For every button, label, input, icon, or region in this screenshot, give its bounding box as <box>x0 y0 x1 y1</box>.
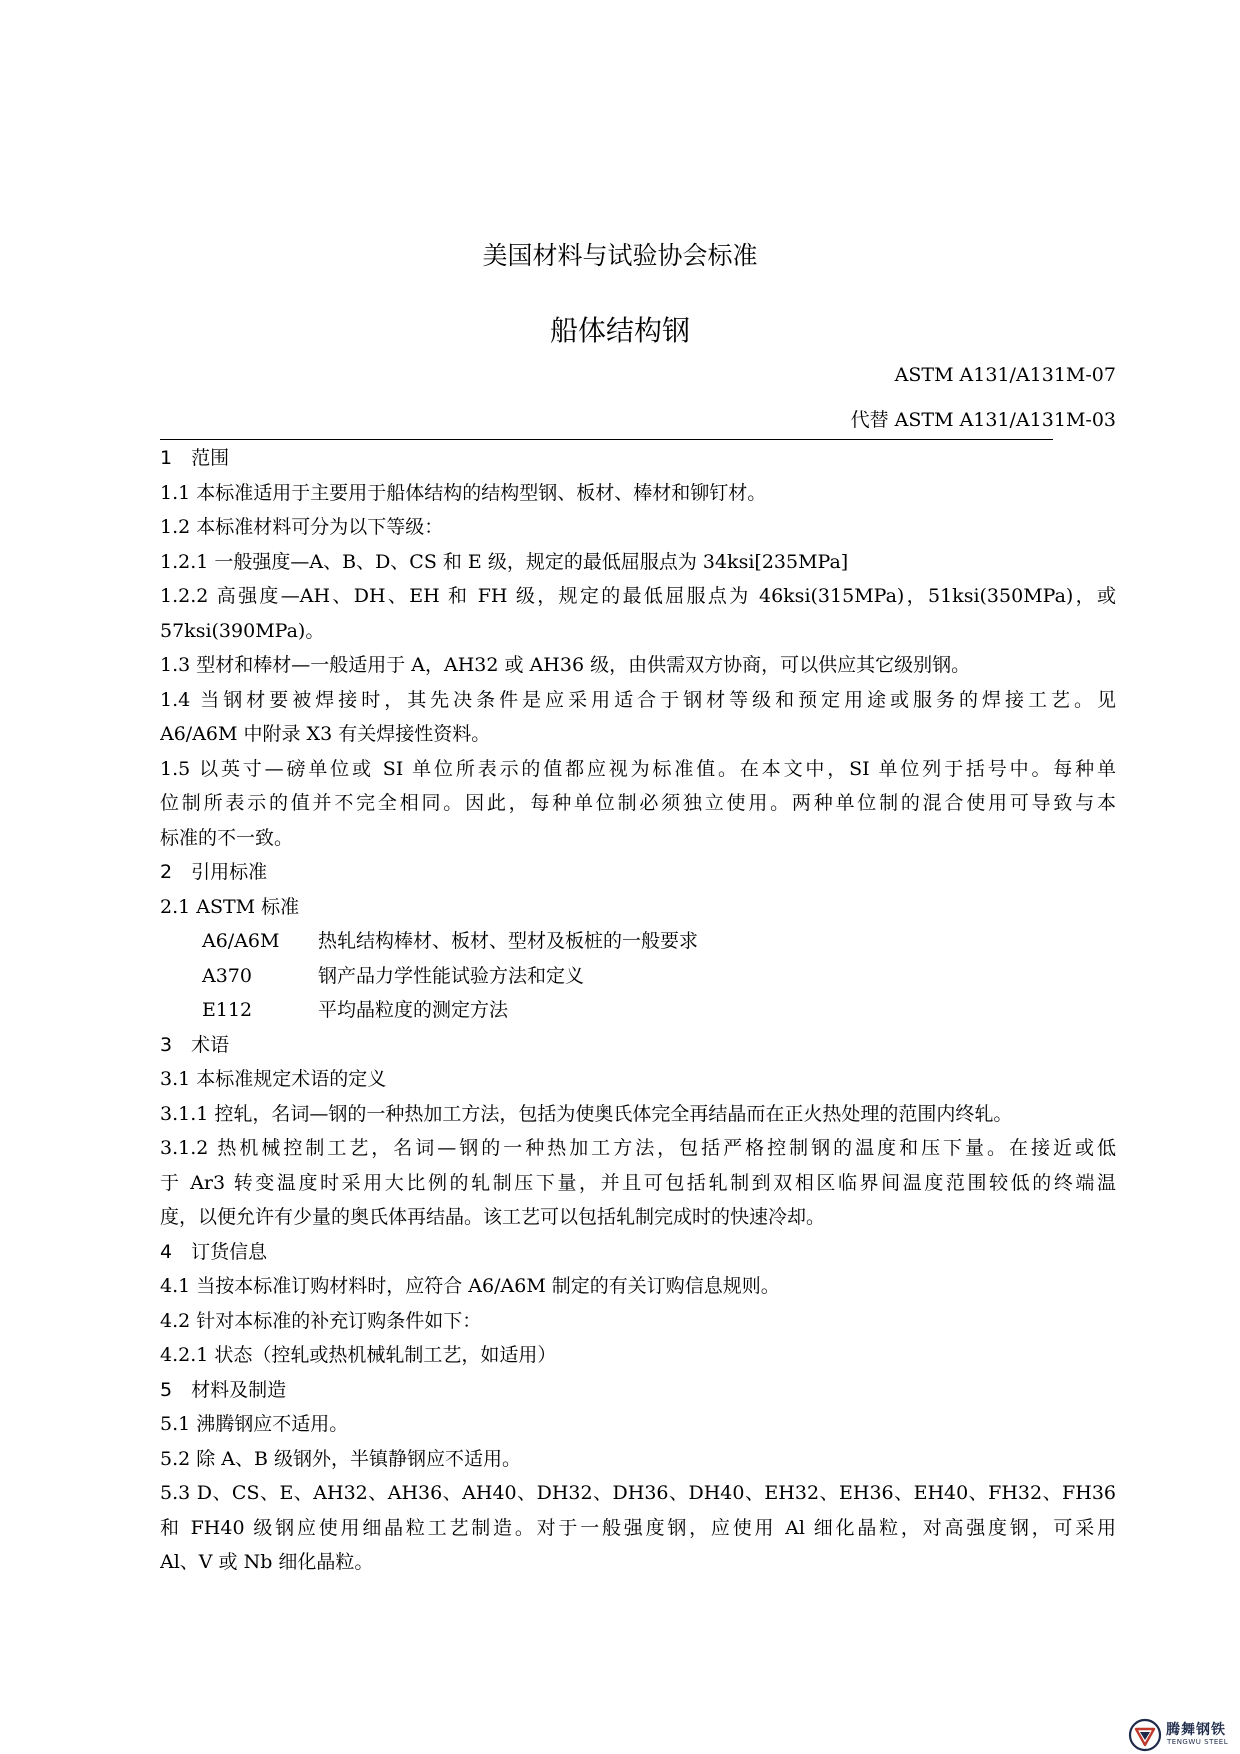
reference-code: A370 <box>202 964 252 987</box>
reference-title: 钢产品力学性能试验方法和定义 <box>318 964 585 987</box>
clause-4-2-1: 4.2.1 状态（控轧或热机械轧制工艺，如适用） <box>160 1344 557 1366</box>
standard-org-title: 美国材料与试验协会标准 <box>482 241 758 270</box>
clause-2-1: 2.1 ASTM 标准 <box>160 895 300 918</box>
clause-1-5-end: 标准的不一致。 <box>160 826 294 849</box>
clause-5-3: 5.3 D、CS、E、AH32、AH36、AH40、DH32、DH36、DH40、EH32、EH36、EH40、FH32、FH36 <box>160 1482 1116 1504</box>
section-heading-4: 4 订货信息 <box>160 1240 268 1263</box>
document-body <box>160 441 1116 1580</box>
section-heading-5: 5 材料及制造 <box>160 1378 287 1401</box>
reference-row <box>160 959 1116 994</box>
standard-code: ASTM A131/A131M-07 <box>894 364 1116 386</box>
logo-english: TENGWU STEEL <box>1167 1738 1229 1746</box>
reference-row <box>160 993 1116 1028</box>
reference-title: 热轧结构棒材、板材、型材及板桩的一般要求 <box>318 930 699 952</box>
reference-row <box>160 924 1116 959</box>
clause-5-3-end: Al、V 或 Nb 细化晶粒。 <box>160 1551 374 1573</box>
reference-code: E112 <box>202 999 253 1021</box>
clause-1-4: 1.4 当钢材要被焊接时，其先决条件是应采用适合于钢材等级和预定用途或服务的焊接工艺。见 <box>160 688 1116 711</box>
clause-1-5-cont: 位制所表示的值并不完全相同。因此，每种单位制必须独立使用。两种单位制的混合使用可导致与本 <box>160 792 1116 814</box>
section-heading-1: 1 范围 <box>160 447 230 469</box>
logo-mark-icon <box>1128 1718 1162 1752</box>
standard-replaces: 代替 ASTM A131/A131M-03 <box>850 409 1116 431</box>
header-rule <box>160 439 1053 440</box>
clause-4-2: 4.2 针对本标准的补充订购条件如下： <box>160 1309 482 1332</box>
clause-5-3-cont: 和 FH40 级钢应使用细晶粒工艺制造。对于一般强度钢，应使用 Al 细化晶粒，对高强度钢，可采用 <box>160 1516 1116 1539</box>
clause-1-5: 1.5 以英寸—磅单位或 SI 单位所表示的值都应视为标准值。在本文中，SI 单位列于括号中。每种单 <box>160 757 1116 780</box>
reference-title: 平均晶粒度的测定方法 <box>318 999 509 1021</box>
reference-code: A6/A6M <box>202 930 280 952</box>
clause-1-2-2: 1.2.2 高强度—AH、DH、EH 和 FH 级，规定的最低屈服点为 46ksi(315MPa)，51ksi(350MPa)，或 <box>160 585 1116 607</box>
clause-5-2: 5.2 除 A、B 级钢外，半镇静钢应不适用。 <box>160 1447 522 1470</box>
clause-3-1-2-end: 度，以便允许有少量的奥氏体再结晶。该工艺可以包括轧制完成时的快速冷却。 <box>160 1206 826 1228</box>
clause-3-1-1: 3.1.1 控轧，名词—钢的一种热加工方法，包括为使奥氏体完全再结晶而在正火热处理的范围内终轧。 <box>160 1102 1013 1125</box>
clause-1-2-2-cont: 57ksi(390MPa)。 <box>160 619 325 642</box>
company-logo <box>1128 1716 1240 1754</box>
clause-5-1: 5.1 沸腾钢应不适用。 <box>160 1413 349 1435</box>
clause-1-3: 1.3 型材和棒材—一般适用于 A，AH32 或 AH36 级，由供需双方协商，可以供应其它级别钢。 <box>160 654 971 676</box>
section-heading-2: 2 引用标准 <box>160 861 268 883</box>
clause-4-1: 4.1 当按本标准订购材料时，应符合 A6/A6M 制定的有关订购信息规则。 <box>160 1275 780 1297</box>
clause-3-1: 3.1 本标准规定术语的定义 <box>160 1068 387 1090</box>
clause-1-4-cont: A6/A6M 中附录 X3 有关焊接性资料。 <box>160 723 491 745</box>
clause-1-2: 1.2 本标准材料可分为以下等级： <box>160 516 444 538</box>
section-heading-3: 3 术语 <box>160 1033 230 1056</box>
standard-name-title: 船体结构钢 <box>549 314 690 347</box>
clause-1-1: 1.1 本标准适用于主要用于船体结构的结构型钢、板材、棒材和铆钉材。 <box>160 481 767 504</box>
clause-3-1-2: 3.1.2 热机械控制工艺，名词—钢的一种热加工方法，包括严格控制钢的温度和压下量。在接近或低 <box>160 1137 1116 1159</box>
clause-3-1-2-cont: 于 Ar3 转变温度时采用大比例的轧制压下量，并且可包括轧制到双相区临界间温度范围较低的终端温 <box>160 1171 1116 1194</box>
clause-1-2-1: 1.2.1 一般强度—A、B、D、CS 和 E 级，规定的最低屈服点为 34ksi[235MPa] <box>160 550 849 573</box>
logo-name: 腾舞钢铁 <box>1166 1722 1226 1738</box>
